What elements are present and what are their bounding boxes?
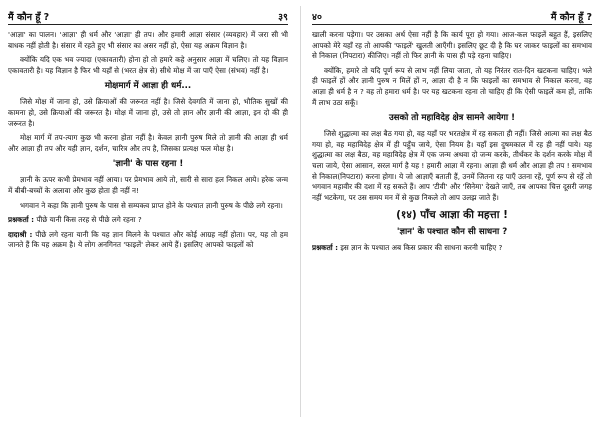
paragraph: क्योंकि, हमारे तो यदि पूर्ण रूप से लाभ नहीं लिया जाता, तो यह निरंतर रात-दिन खटकना चाहिए। भले ही फाइलें हों और ज्ञानी पुरुष न मिलें हों न, आज्ञा दी है न कि फाइलों का समभाव से निकाल करना, वह आज्ञा ही धर्म है न ? वह तो हमारा धर्म है। पर यह खटकना रहना तो चाहिए ही कि ऐसी फाइलें कम हों, ताकि मैं लाभ उठा सकूँ। — [312, 65, 592, 107]
right-page-header — [312, 8, 592, 26]
left-running-title: मैं कौन हूँ ? — [8, 12, 50, 23]
paragraph: मोक्ष मार्ग में तप-त्याग कुछ भी करना होता नहीं है। केवल ज्ञानी पुरुष मिले तो ज्ञानी की आज्ञा ही धर्म और आज्ञा ही तप और यही ज्ञान, दर्शन, चारित्र और तप है, जिसका प्रत्यक्ष फल मोक्ष है। — [8, 133, 288, 153]
qa-paragraph — [8, 215, 288, 226]
paragraph: 'आज्ञा' का पालन। 'आज्ञा' ही धर्म और 'आज्ञा' ही तप। और हमारी आज्ञा संसार (व्यवहार) में जरा सी भी बाधक नहीं होती है। संसार में रहते हुए भी संसार का असर नहीं हो, ऐसा यह अक्रम विज्ञान है। — [8, 30, 288, 50]
left-header-rule — [8, 24, 288, 25]
right-running-title: मैं कौन हूँ ? — [550, 12, 592, 23]
qa-paragraph — [312, 243, 592, 254]
qa-text: इस ज्ञान के पश्चात अब किस प्रकार की साधना करनी चाहिए ? — [340, 243, 503, 253]
paragraph: भगवान ने कहा कि ज्ञानी पुरुष के पास से सम्यक्त्व प्राप्त होने के पश्चात ज्ञानी पुरुष के पीछे लगे रहना। — [20, 200, 283, 210]
left-page — [8, 8, 288, 416]
left-page-body — [8, 30, 288, 255]
qa-speaker: प्रश्नकर्ता : — [312, 243, 339, 253]
chapter-title: (१४) पाँच आज्ञा की महत्ता ! — [396, 209, 508, 222]
page-gutter — [300, 6, 301, 417]
section-heading: मोक्षमार्ग में आज्ञा ही धर्म... — [104, 81, 192, 92]
paragraph: जिसे शुद्धात्मा का लक्ष बैठ गया हो, वह यहाँ पर भरतक्षेत्र में रह सकता ही नहीं। जिसे आत्मा का लक्ष बैठ गया हो, वह महाविदेह क्षेत्र में ही पहुँच जाये, ऐसा नियम है। यहाँ इस दुषमकाल में रह ही नहीं पाये। यह शुद्धात्मा का लक्ष बैठा, वह महाविदेह क्षेत्र में एक जन्म अथवा दो जन्म करके, तीर्थंकर के दर्शन करके मोक्ष में चला जाये, ऐसा आसान, सरल मार्ग है यह ! हमारी आज्ञा में रहना। आज्ञा ही धर्म और आज्ञा ही तप ! समभाव से निकाल(निपटारा) करना होगा। ये जो आज्ञाएँ बताती हैं, उनमें जितना रह पाएँ उतना रहें, पूर्ण रूप से रहें तो भगवान महावीर की दशा में रह सकते हैं। आप 'टीवी' और 'सिनेमा' देखते जाएँ, तब आपका चित्त दूसरी जगह नहीं भटकेगा, पर उस समय मन में से कुछ निकले तो आप उलझ जाते हैं। — [312, 129, 592, 202]
qa-text: पीछे लगे रहना यानी कि यह ज्ञान मिलने के पश्चात और कोई आग्रह नहीं होता। पर, यह तो हम जानते हैं कि यह अक्रम है। ये लोग अनगिनत 'फाइलें' लेकर आये हैं। इसलिए आपको फाइलों को — [8, 229, 288, 250]
paragraph: खाली करना पड़ेगा। पर उसका अर्थ ऐसा नहीं है कि कार्य पूरा हो गया। आज-कल फाइलें बहुत हैं, इसलिए आपको मेरे यहाँ रह तो आपकी 'फाइलें' खुलती आएँगी। इसलिए छूट दी है कि घर जाकर फाइलों का समभाव से निकाल (निपटारा) कीजिए। नहीं तो फिर ज्ञानी के पास ही पड़े रहना चाहिए। — [312, 30, 592, 61]
paragraph: क्योंकि यदि एक भव ज्यादा (एकावतारी) होना हो तो हमारे कहे अनुसार आज्ञा में चलिए। तो यह विज्ञान एकावतारी है। यह विज्ञान है फिर भी यहाँ से (भरत क्षेत्र से) सीधे मोक्ष में जा पाएँ ऐसा (संभव) नहीं है। — [8, 55, 288, 75]
qa-speaker: दादाश्री : — [8, 229, 33, 239]
qa-text: पीछे यानी किस तरह से पीछे लगे रहना ? — [36, 215, 142, 225]
qa-paragraph — [8, 230, 288, 251]
left-page-header — [8, 8, 288, 26]
section-heading: 'ज्ञान' के पश्चात कौन सी साधना ? — [396, 227, 508, 238]
section-heading: 'ज्ञानी' के पास रहना ! — [112, 159, 184, 170]
paragraph: जिसे मोक्ष में जाना हो, उसे क्रियाओं की जरूरत नहीं है। जिसे देवगति में जाना हो, भौतिक सुखों की कामना हो, उसे क्रियाओं की जरूरत है। मोक्ष में जाना हो, उसे तो ज्ञान और ज्ञानी की आज्ञा, इन दो की ही जरूरत है। — [8, 97, 288, 128]
right-page-number: ४० — [312, 12, 322, 23]
right-page — [312, 8, 592, 416]
left-page-number: ३९ — [278, 12, 288, 23]
paragraph: ज्ञानी के ऊपर कभी प्रेमभाव नहीं आया। पर प्रेमभाव आये तो, सारी से सारा हल निकल आये। हरेक जन्म में बीबी-बच्चों के अलावा और कुछ होता ही नहीं न! — [8, 175, 288, 195]
right-header-rule — [312, 24, 592, 25]
section-heading: उसको तो महाविदेह क्षेत्र सामने आयेगा ! — [388, 113, 516, 124]
right-page-body — [312, 30, 592, 258]
qa-speaker: प्रश्नकर्ता : — [8, 215, 35, 225]
